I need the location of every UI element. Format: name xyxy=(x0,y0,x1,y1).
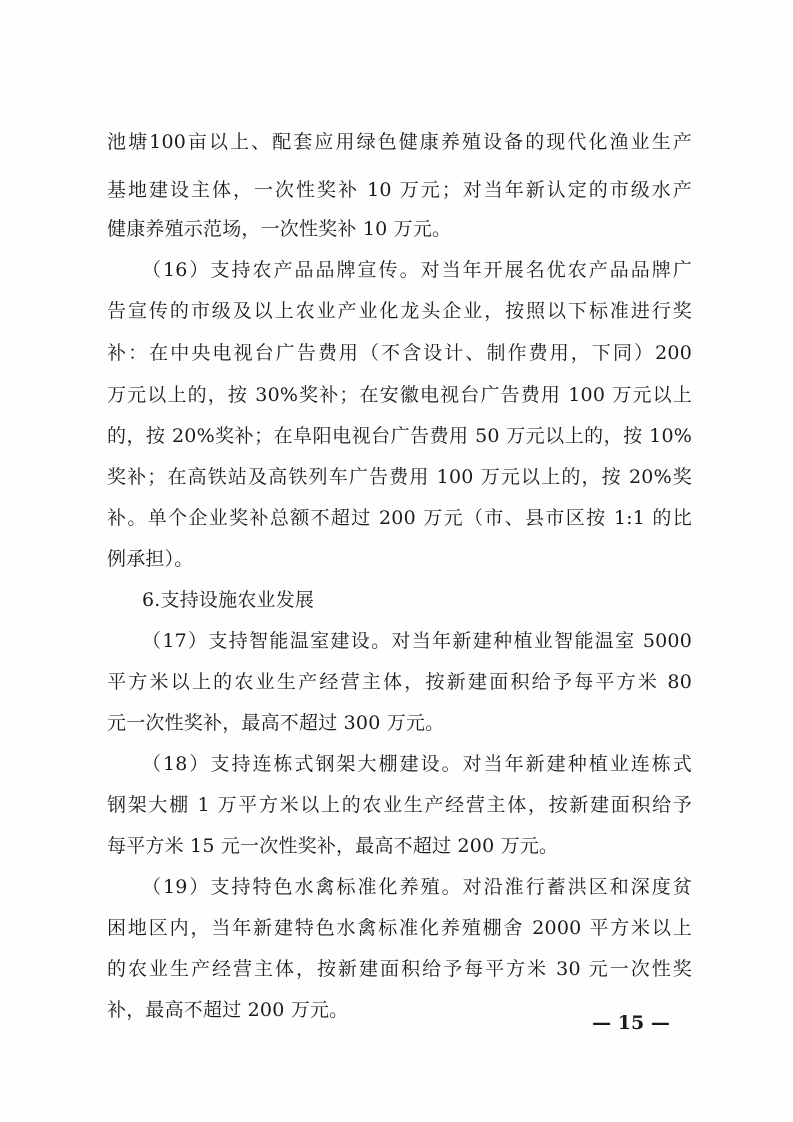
text-line: 困地区内，当年新建特色水禽标准化养殖棚舍 2000 平方米以上 xyxy=(107,917,692,939)
text-line: 健康养殖示范场，一次性奖补 10 万元。 xyxy=(107,218,452,240)
text-line: 告宣传的市级及以上农业产业化龙头企业，按照以下标准进行奖 xyxy=(107,300,692,322)
text-line: 例承担）。 xyxy=(107,548,194,570)
text-line: （19）支持特色水禽标准化养殖。对沿淮行蓄洪区和深度贫 xyxy=(142,876,692,898)
text-line: 平方米以上的农业生产经营主体，按新建面积给予每平方米 80 xyxy=(107,671,692,693)
text-line: （18）支持连栋式钢架大棚建设。对当年新建种植业连栋式 xyxy=(142,753,692,775)
text-line: 基地建设主体，一次性奖补 10 万元；对当年新认定的市级水产 xyxy=(107,179,692,201)
text-line: 万元以上的，按 30%奖补；在安徽电视台广告费用 100 万元以上 xyxy=(107,384,692,406)
text-line: 的农业生产经营主体，按新建面积给予每平方米 30 元一次性奖 xyxy=(107,958,692,980)
text-line: 补：在中央电视台广告费用（不含设计、制作费用，下同）200 xyxy=(107,342,692,364)
text-line: 池塘100亩以上、配套应用绿色健康养殖设备的现代化渔业生产 xyxy=(107,131,692,153)
text-line: 钢架大棚 1 万平方米以上的农业生产经营主体，按新建面积给予 xyxy=(107,794,692,816)
text-line: 每平方米 15 元一次性奖补，最高不超过 200 万元。 xyxy=(107,835,559,857)
text-line: （16）支持农产品品牌宣传。对当年开展名优农产品品牌广 xyxy=(142,259,692,281)
page-number: — 15 — xyxy=(592,1012,670,1034)
text-line: 补，最高不超过 200 万元。 xyxy=(107,999,349,1021)
text-line: 补。单个企业奖补总额不超过 200 万元（市、县市区按 1:1 的比 xyxy=(107,507,692,529)
text-line: 元一次性奖补，最高不超过 300 万元。 xyxy=(107,712,445,734)
text-line: （17）支持智能温室建设。对当年新建种植业智能温室 5000 xyxy=(142,630,692,652)
section-heading: 6.支持设施农业发展 xyxy=(142,589,315,611)
text-line: 的，按 20%奖补；在阜阳电视台广告费用 50 万元以上的，按 10% xyxy=(107,425,692,447)
text-line: 奖补；在高铁站及高铁列车广告费用 100 万元以上的，按 20%奖 xyxy=(107,466,692,488)
